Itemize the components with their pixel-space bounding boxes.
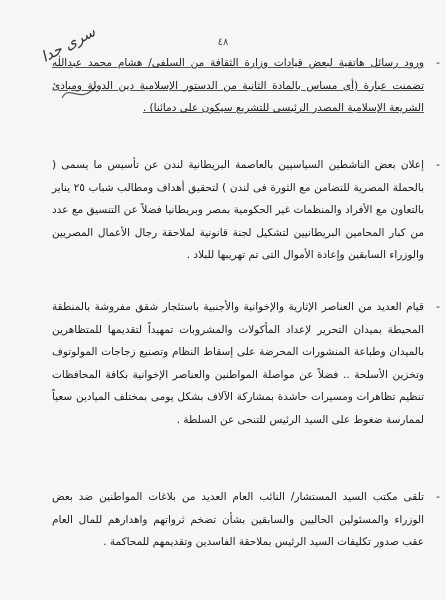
bullet-3: - [436, 300, 440, 313]
paragraph-2-text: إعلان بعض الناشطين السياسيين بالعاصمة البريطانية لندن عن تأسيس ما يسمى ( بالحملة المصرية للتضامن مع الثورة فى لندن ) لتحقيق أهداف ومطالب شباب ٢٥ يناير بالتعاون مع الأفراد والمنظمات غير الحكومية بمصر وبريطانيا فضلاً عن التنسيق مع عدد من كبار المحامين البريطانيين لتشكيل لجنة قانونية لملاحقة رجال الأعمال المصريين والوزراء السابقين وإعادة الأموال التى تم تهريبها للبلاد . [52, 159, 425, 261]
paragraph-1 [52, 52, 440, 120]
paragraph-3-text: قيام العديد من العناصر الإثارية والإخوانية والأجنبية باستئجار شقق مفروشة بالمنطقة المحيطة بميدان التحرير لإعداد المأكولات والمشروبات تمهيداً لتقديمها للمتظاهرين بالميدان وطباعة المنشورات المحرضة على إسقاط النظام وتصنيع زجاجات المولوتوف وتخزين الأسلحة .. فضلاً عن مواصلة المواطنين والعناصر الإخوانية بكافة المحافظات تنظيم تظاهرات ومسيرات حاشدة بمشاركة الآلاف بشكل يومى بمختلف الميادين سعياً لممارسة ضغوط على السيد الرئيس للتنحى عن السلطة . [52, 301, 424, 426]
handwritten-annotation: سرى جدا [38, 22, 99, 66]
paragraph-3 [52, 296, 440, 431]
paragraph-4 [52, 486, 440, 554]
bullet-2: - [436, 158, 440, 171]
paragraph-2 [52, 154, 440, 267]
paragraph-4-text: تلقى مكتب السيد المستشار/ النائب العام العديد من بلاغات المواطنين ضد بعض الوزراء والمسئولين الحاليين والسابقين بشأن تضخم ثرواتهم واهدارهم للمال العام عقب صدور تكليفات السيد الرئيس بملاحقة الفاسدين وتقديمهم للمحاكمة . [52, 491, 424, 548]
page-number: ٤٨ [217, 37, 229, 48]
bullet-4: - [436, 490, 440, 503]
bullet-1: - [436, 56, 440, 69]
paragraph-1-text: ورود رسائل هاتفية لبعض قيادات وزارة الثقافة من السلفى/ هشام محمد عبدالله تضمنت عبارة (أى مساس بالمادة الثانية من الدستور الإسلامية دين الدولة ومبادئ الشريعة الإسلامية المصدر الرئيسى للتشريع سيكون على دمائنا) . [52, 57, 424, 114]
